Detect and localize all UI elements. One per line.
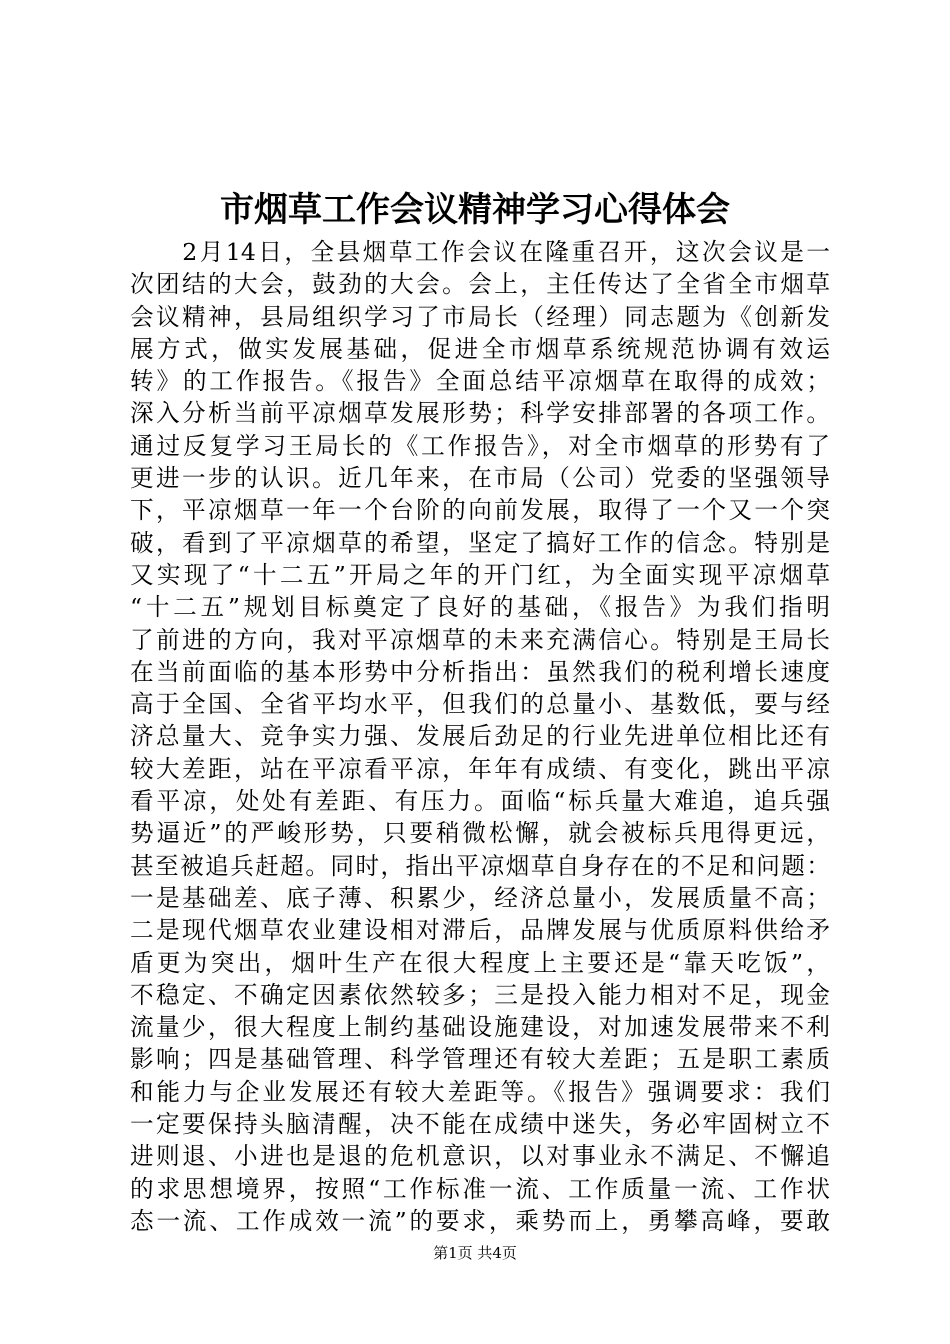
body-line: 高于全国、全省平均水平，但我们的总量小、基数低，要与经 xyxy=(130,690,830,719)
body-line: 势逼近”的严峻形势，只要稍微松懈，就会被标兵甩得更远， xyxy=(130,819,830,848)
body-line: 进则退、小进也是退的危机意识，以对事业永不满足、不懈追 xyxy=(130,1142,830,1171)
body-line: 的求思想境界，按照“工作标准一流、工作质量一流、工作状 xyxy=(130,1174,830,1203)
body-line: 2月14日，全县烟草工作会议在隆重召开，这次会议是一 xyxy=(130,238,830,266)
body-line: 一定要保持头脑清醒，决不能在成绩中迷失，务必牢固树立不 xyxy=(130,1110,830,1139)
body-line: 流量少，很大程度上制约基础设施建设，对加速发展带来不利 xyxy=(130,1013,830,1042)
body-line: 盾更为突出，烟叶生产在很大程度上主要还是“靠天吃饭”， xyxy=(130,948,830,977)
body-line: 较大差距，站在平凉看平凉，年年有成绩、有变化，跳出平凉 xyxy=(130,754,830,783)
document-body xyxy=(130,236,830,1237)
body-line: “十二五”规划目标奠定了良好的基础，《报告》为我们指明 xyxy=(130,593,830,622)
body-line: 二是现代烟草农业建设相对滞后，品牌发展与优质原料供给矛 xyxy=(130,916,830,945)
body-line: 下，平凉烟草一年一个台阶的向前发展，取得了一个又一个突 xyxy=(130,496,830,525)
body-line: 影响；四是基础管理、科学管理还有较大差距；五是职工素质 xyxy=(130,1045,830,1074)
body-line: 甚至被追兵赶超。同时，指出平凉烟草自身存在的不足和问题： xyxy=(130,851,830,880)
body-line: 展方式，做实发展基础，促进全市烟草系统规范协调有效运 xyxy=(130,334,830,363)
body-line: 了前进的方向，我对平凉烟草的未来充满信心。特别是王局长 xyxy=(130,625,830,654)
body-line: 会议精神，县局组织学习了市局长（经理）同志题为《创新发 xyxy=(130,302,830,331)
body-line: 看平凉，处处有差距、有压力。面临“标兵量大难追，追兵强 xyxy=(130,787,830,816)
body-line: 更进一步的认识。近几年来，在市局（公司）党委的坚强领导 xyxy=(130,464,830,493)
body-line: 在当前面临的基本形势中分析指出：虽然我们的税利增长速度 xyxy=(130,657,830,686)
body-line: 一是基础差、底子薄、积累少，经济总量小，发展质量不高； xyxy=(130,883,830,912)
body-line: 通过反复学习王局长的《工作报告》，对全市烟草的形势有了 xyxy=(130,431,830,460)
document-title: 市烟草工作会议精神学习心得体会 xyxy=(220,190,730,230)
body-line: 破，看到了平凉烟草的希望，坚定了搞好工作的信念。特别是 xyxy=(130,528,830,557)
body-line: 和能力与企业发展还有较大差距等。《报告》强调要求：我们 xyxy=(130,1077,830,1106)
body-line: 转》的工作报告。《报告》全面总结平凉烟草在取得的成效； xyxy=(130,367,830,396)
body-line: 济总量大、竞争实力强、发展后劲足的行业先进单位相比还有 xyxy=(130,722,830,751)
body-line: 又实现了“十二五”开局之年的开门红，为全面实现平凉烟草 xyxy=(130,560,830,589)
body-line: 态一流、工作成效一流”的要求，乘势而上，勇攀高峰，要敢 xyxy=(130,1206,830,1235)
body-line: 不稳定、不确定因素依然较多；三是投入能力相对不足，现金 xyxy=(130,980,830,1009)
page-number-footer: 第1页 共4页 xyxy=(433,1244,517,1262)
body-line: 次团结的大会，鼓劲的大会。会上，主任传达了全省全市烟草 xyxy=(130,270,830,299)
body-line: 深入分析当前平凉烟草发展形势；科学安排部署的各项工作。 xyxy=(130,399,830,428)
